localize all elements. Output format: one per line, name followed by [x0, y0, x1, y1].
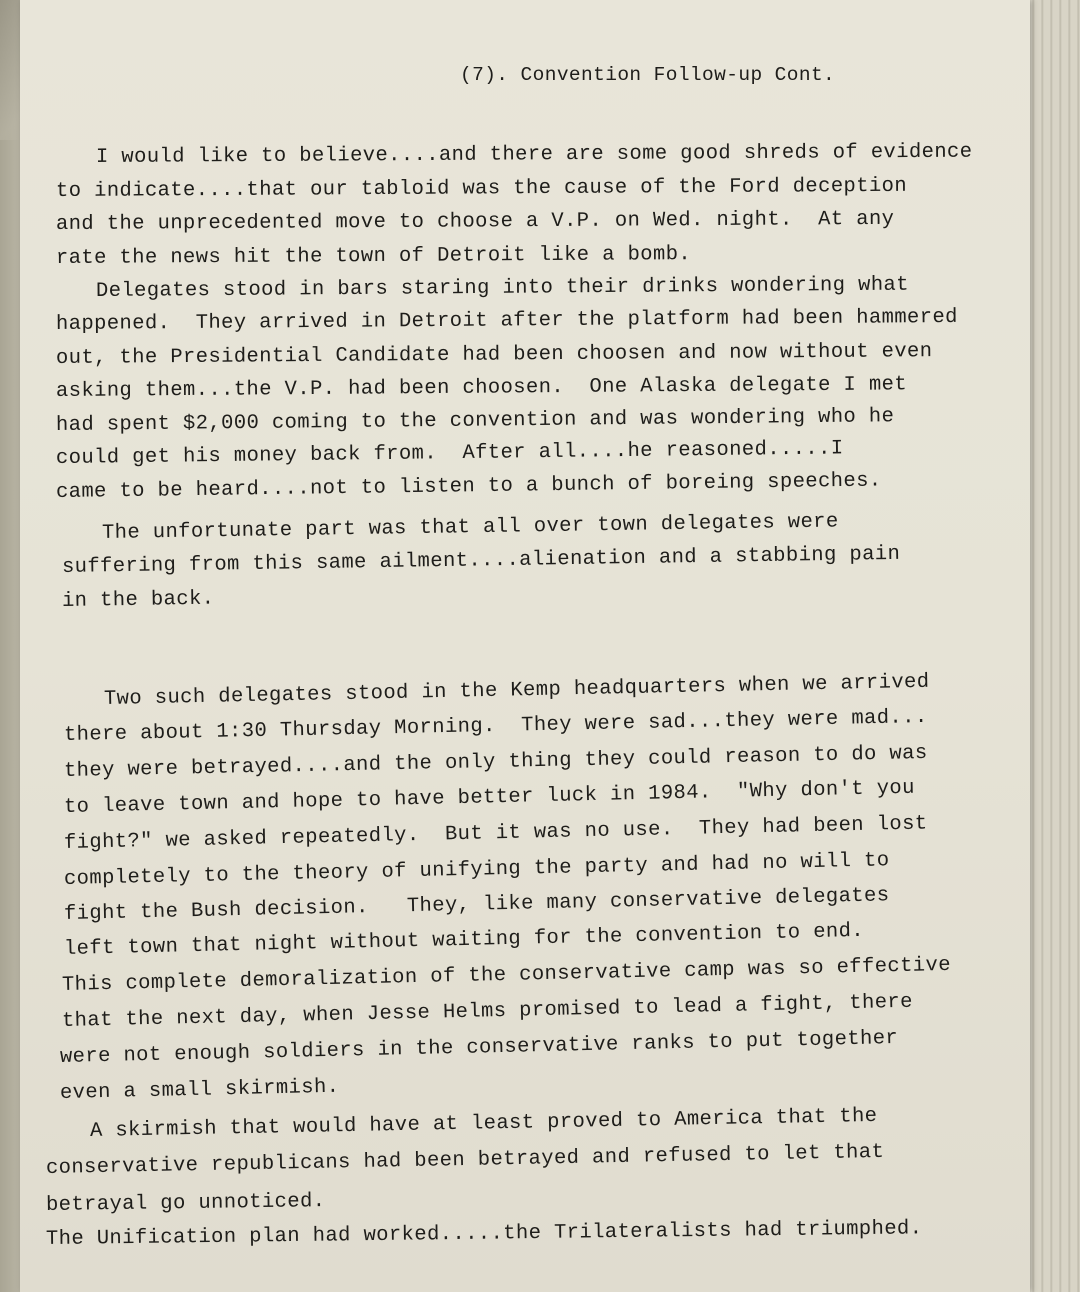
text-line: conservative republicans had been betrayed and refused to let that	[45, 1140, 885, 1180]
text-line: This complete demoralization of the conservative camp was so effective	[61, 953, 952, 997]
text-line: asking them...the V.P. had been choosen. One Alaska delegate I met	[55, 373, 908, 403]
page-header: (7). Convention Follow-up Cont.	[460, 64, 836, 86]
text-line: to leave town and hope to have better luck in 1984. "Why don't you	[63, 776, 916, 819]
text-line: I would like to believe....and there are some good shreds of evidence	[95, 140, 973, 169]
closing-line: The Unification plan had worked.....the Trilateralists had triumphed.	[45, 1217, 923, 1251]
typed-page	[20, 0, 1030, 1292]
text-line: came to be heard....not to listen to a bunch of boreing speeches.	[55, 469, 882, 504]
text-line: The unfortunate part was that all over town delegates were	[101, 510, 839, 545]
text-line: fight the Bush decision. They, like many conservative delegates	[63, 884, 890, 926]
text-line: rate the news hit the town of Detroit like a bomb.	[55, 243, 692, 270]
text-line: out, the Presidential Candidate had been choosen and now without even	[55, 340, 933, 370]
text-line: completely to the theory of unifying the party and had no will to	[63, 849, 890, 891]
page-stack-edges	[1026, 0, 1080, 1292]
text-line: left town that night without waiting for the convention to end.	[63, 919, 865, 961]
text-line: Two such delegates stood in the Kemp headquarters when we arrived	[103, 670, 930, 711]
text-line: were not enough soldiers in the conservative ranks to put together	[59, 1026, 899, 1069]
text-line: that the next day, when Jesse Helms promised to lead a fight, there	[61, 990, 914, 1033]
text-line: suffering from this same ailment....alienation and a stabbing pain	[61, 542, 901, 579]
text-line: happened. They arrived in Detroit after the platform had been hammered	[55, 305, 958, 336]
text-line: had spent $2,000 coming to the convention and was wondering who he	[55, 405, 895, 437]
text-line: and the unprecedented move to choose a V.P. on Wed. night. At any	[55, 207, 895, 236]
text-line: Delegates stood in bars staring into their drinks wondering what	[95, 273, 910, 303]
text-line: even a small skirmish.	[59, 1075, 340, 1105]
text-line: there about 1:30 Thursday Morning. They were sad...they were mad...	[63, 705, 928, 747]
text-line: to indicate....that our tabloid was the cause of the Ford deception	[55, 174, 908, 203]
text-line: could get his money back from. After all....he reasoned.....I	[55, 437, 844, 470]
text-line: A skirmish that would have at least proved to America that the	[89, 1104, 878, 1143]
text-line: in the back.	[61, 587, 215, 613]
text-line: fight?" we asked repeatedly. But it was no use. They had been lost	[63, 812, 928, 855]
text-line: betrayal go unnoticed.	[45, 1190, 326, 1217]
text-line: they were betrayed....and the only thing they could reason to do was	[63, 741, 928, 783]
